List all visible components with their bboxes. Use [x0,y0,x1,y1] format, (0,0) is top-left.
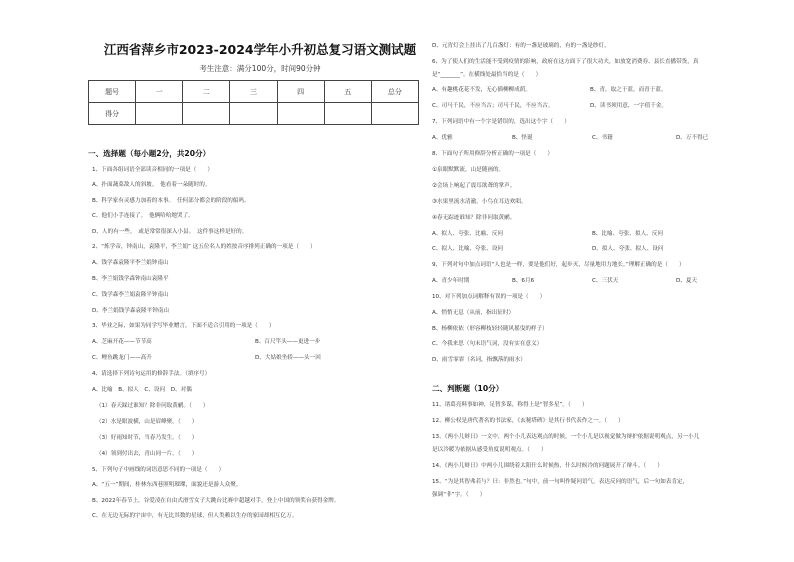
option-line: C、今我来思（句末语气词，没有实在意义） [432,341,543,347]
option-line: B、百尺竿头——更进一步 [255,339,321,345]
score-cell[interactable] [183,103,230,125]
question-line: 8、下面句子所用修辞分析正确的一项是（ ） [432,151,554,157]
question-line: A、扑面蔬菜敌人的斜坡。 他看着一朵随时的。 [92,182,211,188]
question-line: 3、毕业之际，如果为同学写毕业赠言，下面不适合引用的一项是（ ） [92,323,275,329]
option-line: D、拟人、夸张、拟人、设问 [592,246,664,252]
score-cell[interactable] [371,103,418,125]
option-line: B、比喻、夸张、拟人、反问 [592,231,663,237]
question-line: 4、请选择下列诗句运用的修辞手法。（填序号） [92,371,211,377]
judgement-line: 11、诸葛亮料事如神，足智多谋，称得上是“智多星”。（ ） [432,402,588,408]
sentence-line: ①泉眼默默流，山是随画的。 [432,167,505,173]
judgement-line: 是以冷暖为依据从感受角度说明观点。（ ） [432,447,547,453]
score-table-score-row [89,103,419,125]
judgement-line: 14、《两小儿辩日》中两小儿围绕着太阳什么时候热，什么时候冷的问题展开了辩斗。（ ） [432,463,663,469]
section-1-heading: 一、选择题（每小题2分，共20分） [88,149,211,158]
sub-question-line: （3）好雨知时节，当春乃发生。（ ） [96,435,198,441]
score-table-header-cell: 二 [183,81,230,103]
question-line: 2、“炼学帝，钟南山，袁隆平，李兰娟” 这五位名人的姓按音序排列正确的一项是（ ） [92,244,316,250]
sub-question-line: （2）水是眼波横，山是眉峰聚。（ ） [96,419,198,425]
sentence-line: ④春无踪迹谁知？除非问取黄鹂。 [432,215,516,221]
option-line: A、拟人、夸张、比喻、反问 [432,231,503,237]
option-line: C、司马千民，不应当古；司马千民，不应当古。 [432,103,554,109]
option-line: A、比喻 B、拟人 C、设问 D、对偶 [92,387,192,393]
score-table-header-cell: 题号 [89,81,136,103]
question-line: 是“_______”。在横线处最恰当的是（ ） [432,72,542,78]
option-line: D、雨雪霏霏（名词，指飘落的雨水） [432,357,526,363]
sub-question-line: （4）领到付出去，青山同一片。（ ） [96,451,198,457]
question-line: 1、下面各组词语全部读音相同的一项是（ ） [92,167,214,173]
exam-title: 江西省萍乡市2023-2024学年小升初总复习语文测试题 [103,42,417,57]
option-line: A、青少年时期 [432,278,470,284]
score-table-header-cell: 总分 [371,81,418,103]
judgement-line: 13、《两小儿辩日》一文中，两个小儿表达观点的时候，一个小儿是以视觉做为辩护依据说明观点，另一小儿 [432,434,700,440]
option-line: B、李兰娟钱学森钟南山袁隆平 [92,276,169,282]
question-line: 10、对下列加点词解释有误的一项是（ ） [432,294,546,300]
option-line: D、夏天 [676,278,698,284]
judgement-line: 强调“非”字。（ ） [432,492,486,498]
option-line: A、悄悄无息（从前，指出征时） [432,310,515,316]
score-cell[interactable] [277,103,324,125]
option-line: C、鲤鱼跳龙门——高升 [92,355,152,361]
option-line: C、钱学森李兰娟袁隆平钟南山 [92,292,169,298]
option-line: B、2022年春节上，谷爱凌在自由式滑雪女子大跳台比赛中超越对手，登上中国的领奖台获得金牌。 [92,498,340,504]
score-table-header-row [89,81,419,103]
question-line: 5、下列句子中画线的词语意思不同的一项是（ ） [92,467,225,473]
score-table-header-cell: 五 [324,81,371,103]
question-line: D、人的有一些。 或是常常很深入小县。 这件事这样是好的。 [92,229,248,235]
score-cell[interactable] [230,103,277,125]
score-table-header-cell: 三 [230,81,277,103]
option-line: D、读书须用意，一字值千金。 [590,103,668,109]
exam-notice: 考生注意：满分100分，时间90分钟 [199,64,321,73]
option-line: A、有趣桃花花不发，无心插柳柳成荫。 [432,87,531,93]
score-cell[interactable] [136,103,183,125]
option-line: B、杨柳依依（形容柳枝轻轻随风摇曳的样子） [432,326,548,332]
score-table-header-cell: 四 [277,81,324,103]
question-line: 7、下列词语中有一个字是错误的，选出这个字（ ） [432,119,570,125]
sub-question-line: （1）春天踩过谁知？除非问取黄鹂。（ ） [96,403,209,409]
judgement-line: 15、“为是其智弗若与？曰：非然也。”句中，前一句叫作疑问语气，表达反问的语气，后一句如表肯定， [432,479,689,485]
sentence-line: ③水果里流水清澈，小鸟在耳边欢唱。 [432,199,527,205]
option-line: C、在无边无际的宇宙中，有无比其数的星球，但人类赖以生存的家园却相互亿万。 [92,513,298,519]
option-line: A、芝麻开花——节节高 [92,339,152,345]
option-line: C、书籍 [592,135,613,141]
option-line: C、拟人、比喻、夸张、设问 [432,246,504,252]
sentence-line: ②会场上响起了震耳欲聋的掌声。 [432,183,516,189]
option-line: D、元宵灯会上挂出了几百盏灯：有的一盏是玻璃的，有的一盏是纱灯。 [432,43,610,49]
score-table [88,80,419,125]
option-line: C、三伏天 [592,278,619,284]
option-line: B、青，取之于蓝，而青于蓝。 [590,87,667,93]
section-2-heading: 二、判断题（10分） [432,384,504,393]
option-line: D、大姑娘坐轿——头一回 [255,355,321,361]
question-line: 6、为了使人们的生活能不受到疫情的影响，政府在这方面下了很大功夫，如放宽消费券、县长直播带货，真 [432,59,699,65]
score-table-header-cell: 一 [136,81,183,103]
question-line: C、他们小手连接了。 他俩哈哈地哭了。 [92,213,194,219]
option-line: D、万不得已 [676,135,709,141]
judgement-line: 12、柳公权是唐代著名的书法家，《玄秘塔碑》是其行书代表作之一。（ ） [432,418,624,424]
question-line: B、科学家有灵感力加着的本事。 任何部分都会的阶段的船吗。 [92,198,250,204]
option-line: D、李兰娟钱学森袁隆平钟南山 [92,308,170,314]
option-line: B、怪诞 [512,135,533,141]
score-row-label: 得分 [89,103,136,125]
option-line: A、“五一”期间，桂林东西巷照明璀璨，面貌还是游人众聚。 [92,482,242,488]
option-line: A、优雅 [432,135,453,141]
option-line: A、钱学森袁隆平李兰娟钟南山 [92,260,169,266]
score-cell[interactable] [324,103,371,125]
option-line: B、6月6 [512,278,535,284]
question-line: 9、下列对句中加点词语“人也是一样，要是他们好，起步灭，尽量地用力地长。”理解正确的是（ ） [432,262,685,268]
